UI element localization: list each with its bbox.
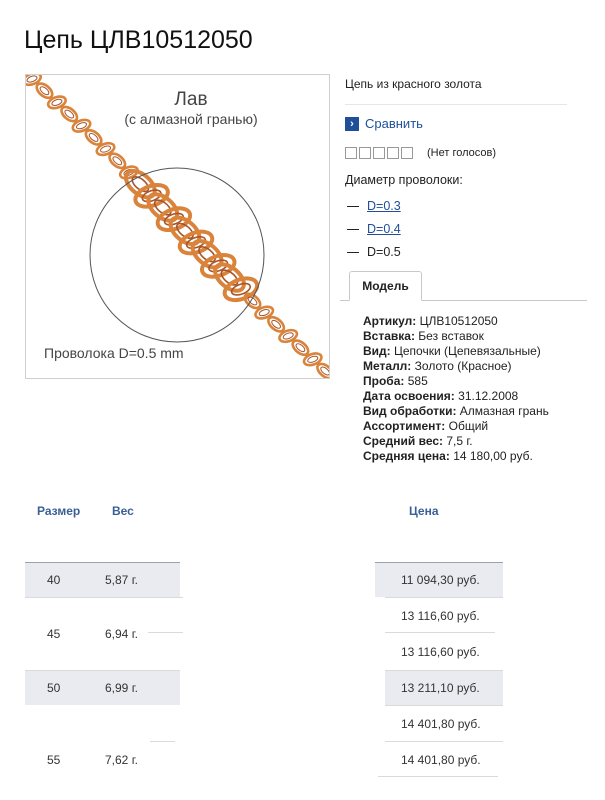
cell-weight: 6,99 г.	[105, 681, 138, 695]
rating-star-2[interactable]	[359, 147, 371, 159]
dash-icon	[347, 206, 359, 207]
table-header-size: Размер	[37, 504, 81, 518]
diameter-link-0-3[interactable]: D=0.3	[367, 199, 401, 213]
page-title: Цепь ЦЛВ10512050	[24, 26, 253, 54]
diameter-option-0-5	[347, 245, 401, 259]
row-line	[25, 670, 180, 671]
cell-weight: 6,94 г.	[105, 627, 138, 641]
magnifier-circle	[90, 168, 264, 342]
dash-icon	[347, 229, 359, 230]
row-line	[25, 597, 183, 598]
tab-model[interactable]: Модель	[349, 271, 422, 301]
diameter-link-0-4[interactable]: D=0.4	[367, 222, 401, 236]
cell-size: 50	[47, 681, 61, 695]
spec-row-insert: Вставка: Без вставок	[363, 329, 484, 343]
rating-star-1[interactable]	[345, 147, 357, 159]
row-line	[150, 741, 175, 742]
row-line	[378, 776, 498, 777]
diameter-option-0-3	[347, 199, 401, 213]
arrow-right-icon: ›	[345, 117, 359, 131]
row-line	[148, 632, 183, 633]
rating-widget	[345, 147, 496, 159]
image-caption-subtitle: (с алмазной гранью)	[124, 111, 258, 127]
row-line	[385, 632, 495, 633]
table-header-weight: Вес	[112, 504, 134, 518]
rating-star-4[interactable]	[387, 147, 399, 159]
rating-star-5[interactable]	[401, 147, 413, 159]
spec-row-metal: Металл: Золото (Красное)	[363, 359, 512, 373]
spec-row-date: Дата освоения: 31.12.2008	[363, 389, 519, 403]
rating-star-3[interactable]	[373, 147, 385, 159]
compare-label: Сравнить	[365, 116, 423, 131]
cell-size: 45	[47, 627, 61, 641]
cell-weight: 5,87 г.	[105, 573, 138, 587]
spec-row-type: Вид: Цепочки (Цепевязальные)	[363, 344, 541, 358]
divider	[345, 104, 567, 105]
row-line	[25, 562, 180, 563]
spec-row-processing: Вид обработки: Алмазная грань	[363, 404, 549, 418]
cell-size: 55	[47, 753, 61, 767]
spec-list	[363, 314, 549, 464]
cell-weight: 7,62 г.	[105, 753, 138, 767]
product-image[interactable]	[25, 74, 330, 379]
image-caption-title: Лав	[174, 89, 208, 110]
spec-row-article: Артикул: ЦЛВ10512050	[363, 314, 498, 328]
row-line	[385, 705, 503, 706]
diameter-current: D=0.5	[367, 245, 401, 259]
diameter-label: Диаметр проволоки:	[345, 173, 463, 187]
spec-row-assortment: Ассортимент: Общий	[363, 419, 489, 433]
cell-price: 13 211,10 руб.	[401, 681, 480, 695]
cell-price: 14 401,80 руб.	[401, 753, 481, 767]
spec-row-proba: Проба: 585	[363, 374, 428, 388]
table-header-price: Цена	[409, 504, 439, 518]
row-line	[385, 741, 503, 742]
cell-price: 11 094,30 руб.	[401, 573, 480, 587]
image-caption-wire: Проволока D=0.5 mm	[44, 345, 184, 361]
dash-icon	[347, 252, 359, 253]
spec-row-avg-weight: Средний вес: 7,5 г.	[363, 434, 473, 448]
rating-votes: (Нет голосов)	[427, 147, 497, 159]
cell-price: 14 401,80 руб.	[401, 717, 481, 731]
row-line	[375, 562, 503, 563]
product-description: Цепь из красного золота	[345, 77, 482, 91]
row-line	[385, 597, 503, 598]
diameter-option-0-4	[347, 222, 401, 236]
cell-price: 13 116,60 руб.	[401, 645, 480, 659]
compare-button[interactable]	[345, 116, 423, 131]
cell-size: 40	[47, 573, 61, 587]
spec-row-avg-price: Средняя цена: 14 180,00 руб.	[363, 449, 533, 463]
row-line	[385, 670, 503, 671]
cell-price: 13 116,60 руб.	[401, 609, 480, 623]
